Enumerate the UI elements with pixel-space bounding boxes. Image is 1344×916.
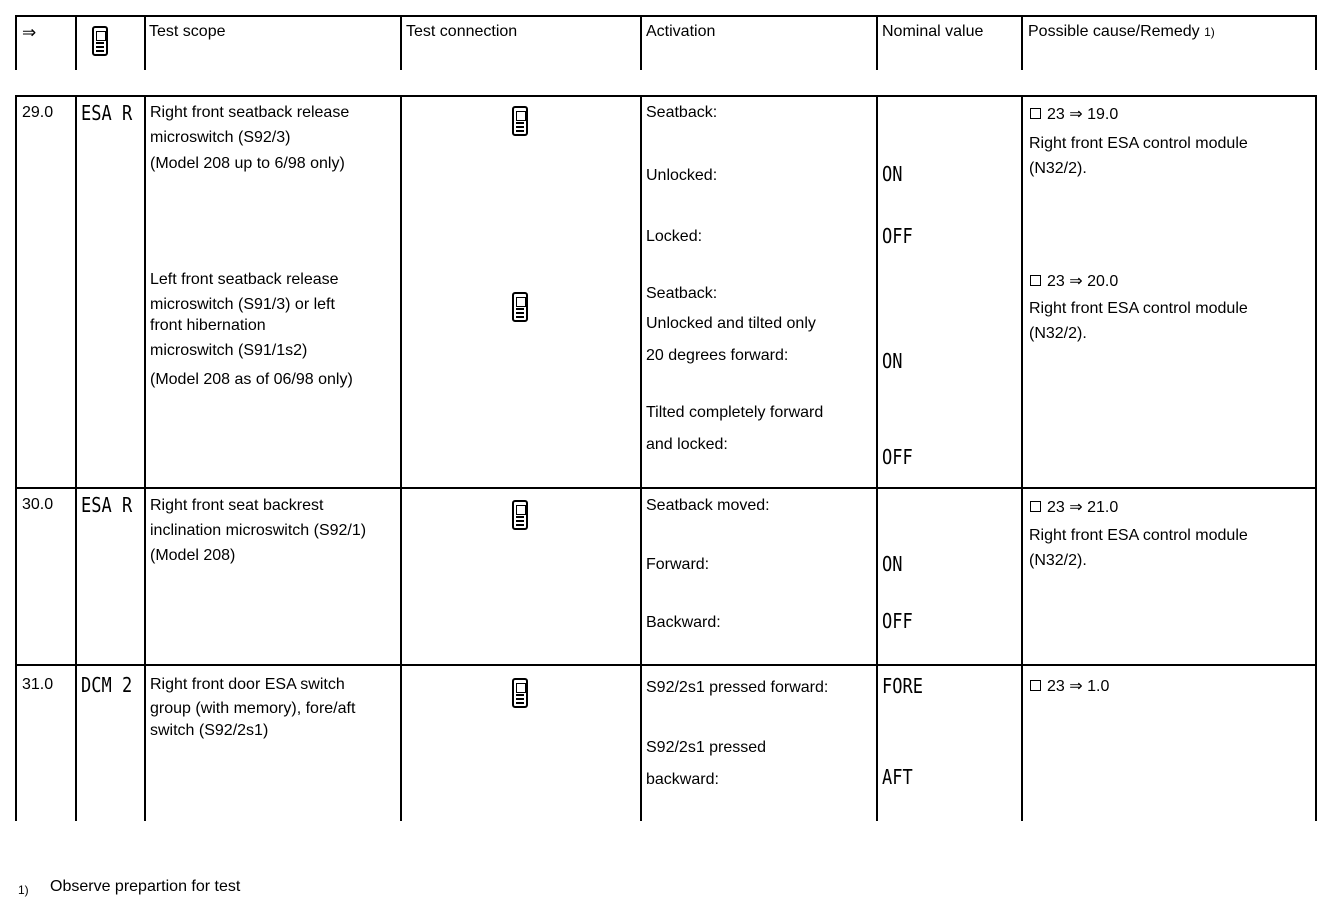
remedy-step: 23 ⇒ 20.0: [1030, 273, 1118, 291]
activation-text: Locked:: [646, 228, 703, 245]
scope-text: switch (S92/2s1): [150, 722, 269, 739]
nominal-value: AFT: [882, 765, 913, 789]
tester-icon: [512, 500, 528, 530]
header-test-scope: Test scope: [149, 23, 226, 40]
activation-text: Backward:: [646, 614, 721, 631]
activation-text: Seatback:: [646, 285, 718, 302]
activation-text: backward:: [646, 771, 719, 788]
display-code: ESA R: [81, 101, 133, 125]
activation-text: Seatback moved:: [646, 497, 770, 514]
scope-text: Left front seatback release: [150, 271, 339, 288]
checkbox-icon: [1030, 108, 1041, 119]
scope-text: (Model 208 up to 6/98 only): [150, 155, 345, 172]
activation-text: Unlocked:: [646, 167, 718, 184]
step-number: 29.0: [22, 104, 54, 121]
scope-text: (Model 208): [150, 547, 236, 564]
remedy-step: 23 ⇒ 19.0: [1030, 106, 1118, 124]
nominal-value: OFF: [882, 224, 913, 248]
scope-text: front hibernation: [150, 317, 266, 334]
remedy-text: (N32/2).: [1029, 552, 1087, 569]
remedy-text: Right front ESA control module: [1029, 135, 1248, 152]
display-code: DCM 2: [81, 673, 133, 697]
arrow-icon: ⇒: [22, 23, 37, 42]
nominal-value: OFF: [882, 445, 913, 469]
remedy-step: 23 ⇒ 21.0: [1030, 499, 1118, 517]
tester-icon: [92, 26, 108, 56]
remedy-text: Right front ESA control module: [1029, 527, 1248, 544]
nominal-value: OFF: [882, 609, 913, 633]
scope-text: (Model 208 as of 06/98 only): [150, 371, 353, 388]
step-number: 31.0: [22, 676, 54, 693]
checkbox-icon: [1030, 501, 1041, 512]
activation-text: Forward:: [646, 556, 710, 573]
footnote-marker: 1): [18, 883, 29, 897]
activation-text: Unlocked and tilted only: [646, 315, 816, 332]
footnote-text: Observe prepartion for test: [50, 878, 241, 895]
scope-text: Right front seat backrest: [150, 497, 324, 514]
tester-icon: [512, 292, 528, 322]
remedy-text: Right front ESA control module: [1029, 300, 1248, 317]
scope-text: Right front seatback release: [150, 104, 350, 121]
scope-text: inclination microswitch (S92/1): [150, 522, 367, 539]
nominal-value: FORE: [882, 674, 923, 698]
header-nominal-value: Nominal value: [882, 23, 984, 40]
scope-text: microswitch (S91/3) or left: [150, 296, 335, 313]
remedy-text: (N32/2).: [1029, 160, 1087, 177]
activation-text: and locked:: [646, 436, 728, 453]
nominal-value: ON: [882, 552, 903, 576]
header-test-connection: Test connection: [406, 23, 518, 40]
activation-text: Tilted completely forward: [646, 404, 824, 421]
scope-text: microswitch (S91/1s2): [150, 342, 308, 359]
scope-text: group (with memory), fore/aft: [150, 700, 356, 717]
tester-icon: [512, 678, 528, 708]
remedy-step: 23 ⇒ 1.0: [1030, 678, 1109, 696]
nominal-value: ON: [882, 162, 903, 186]
header-possible-cause: Possible cause/Remedy 1): [1028, 23, 1215, 40]
display-code: ESA R: [81, 493, 133, 517]
step-number: 30.0: [22, 496, 54, 513]
activation-text: S92/2s1 pressed: [646, 739, 767, 756]
header-activation: Activation: [646, 23, 716, 40]
activation-text: S92/2s1 pressed forward:: [646, 679, 829, 696]
scope-text: Right front door ESA switch: [150, 676, 345, 693]
checkbox-icon: [1030, 275, 1041, 286]
remedy-text: (N32/2).: [1029, 325, 1087, 342]
tester-icon: [512, 106, 528, 136]
checkbox-icon: [1030, 680, 1041, 691]
scope-text: microswitch (S92/3): [150, 129, 291, 146]
activation-text: 20 degrees forward:: [646, 347, 789, 364]
activation-text: Seatback:: [646, 104, 718, 121]
nominal-value: ON: [882, 349, 903, 373]
